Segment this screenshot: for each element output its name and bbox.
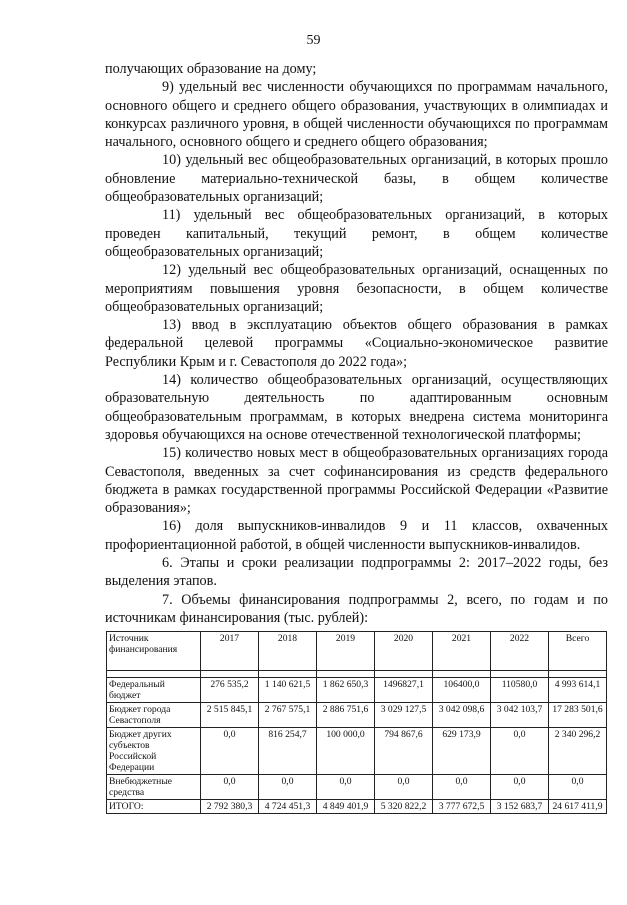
table-cell: 5 320 822,2 — [375, 800, 433, 814]
table-cell: 0,0 — [201, 728, 259, 775]
table-cell: 2 886 751,6 — [317, 703, 375, 728]
paragraph-item-10: 10) удельный вес общеобразовательных организаций, в которых прошло обновление материально-технической базы, в общем количестве общеобразовательных организаций; — [105, 152, 608, 206]
table-cell: 2 767 575,1 — [259, 703, 317, 728]
table-cell: 0,0 — [491, 728, 549, 775]
table-total-row — [107, 800, 607, 814]
column-header: Всего — [549, 632, 607, 671]
table-header-row — [107, 632, 607, 671]
table-row — [107, 775, 607, 800]
paragraph-item-14: 14) количество общеобразовательных организаций, осуществляющих образовательную деятельность по адаптированным основным общеобразовательным программам, в которых внедрена система мониторинга здоровья обучающихся на основе отечественной технологической платформы; — [105, 372, 608, 443]
table-cell: 4 993 614,1 — [549, 678, 607, 703]
table-row — [107, 703, 607, 728]
row-label: Внебюджетные средства — [107, 775, 201, 800]
document-body — [105, 60, 608, 627]
column-header: 2021 — [433, 632, 491, 671]
table-cell: 17 283 501,6 — [549, 703, 607, 728]
table-cell: 4 849 401,9 — [317, 800, 375, 814]
paragraph-item-9: 9) удельный вес численности обучающихся по программам начального, основного общего и среднего общего образования, участвующих в олимпиадах и конкурсах различного уровня, в общей численности обучающихся по программам начального, основного общего и среднего общего образования; — [105, 79, 608, 151]
table-cell: 110580,0 — [491, 678, 549, 703]
table-cell: 0,0 — [375, 775, 433, 800]
table-cell: 0,0 — [491, 775, 549, 800]
table-cell: 3 777 672,5 — [433, 800, 491, 814]
row-label: ИТОГО: — [107, 800, 201, 814]
financing-table — [106, 631, 607, 814]
paragraph-item-15: 15) количество новых мест в общеобразовательных организациях города Севастополя, введенных за счет софинансирования из средств федерального бюджета в рамках государственной программы Российской Федерации «Развитие образования»; — [105, 445, 608, 517]
table-cell: 276 535,2 — [201, 678, 259, 703]
paragraph-item-16: 16) доля выпускников-инвалидов 9 и 11 классов, охваченных профориентационной работой, в общей численности выпускников-инвалидов. — [105, 518, 608, 553]
paragraph-item-12: 12) удельный вес общеобразовательных организаций, оснащенных по мероприятиям повышения уровня безопасности, в общем количестве общеобразовательных организаций; — [105, 262, 608, 315]
table-cell: 0,0 — [201, 775, 259, 800]
column-header: 2022 — [491, 632, 549, 671]
table-cell: 3 042 098,6 — [433, 703, 491, 728]
table-cell: 2 340 296,2 — [549, 728, 607, 775]
table-cell: 1 862 650,3 — [317, 678, 375, 703]
row-label: Федеральный бюджет — [107, 678, 201, 703]
table-cell: 106400,0 — [433, 678, 491, 703]
table-cell: 816 254,7 — [259, 728, 317, 775]
table-spacer-row — [107, 671, 607, 678]
table-cell: 3 152 683,7 — [491, 800, 549, 814]
column-header: 2020 — [375, 632, 433, 671]
table-row — [107, 678, 607, 703]
table-cell: 2 792 380,3 — [201, 800, 259, 814]
table-cell: 1496827,1 — [375, 678, 433, 703]
table-cell: 1 140 621,5 — [259, 678, 317, 703]
table-cell: 100 000,0 — [317, 728, 375, 775]
table-row — [107, 728, 607, 775]
table-cell: 4 724 451,3 — [259, 800, 317, 814]
table-cell: 24 617 411,9 — [549, 800, 607, 814]
table-cell: 0,0 — [549, 775, 607, 800]
paragraph-item-11: 11) удельный вес общеобразовательных организаций, в которых проведен капитальный, текущий ремонт, в общем количестве общеобразовательных организаций; — [105, 207, 608, 260]
paragraph-section-7: 7. Объемы финансирования подпрограммы 2, всего, по годам и по источникам финансирования (тыс. рублей): — [105, 591, 608, 626]
table-cell: 629 173,9 — [433, 728, 491, 775]
page-number: 59 — [306, 33, 321, 48]
table-cell: 0,0 — [317, 775, 375, 800]
column-header: 2019 — [317, 632, 375, 671]
row-label: Бюджет города Севастополя — [107, 703, 201, 728]
table-cell: 2 515 845,1 — [201, 703, 259, 728]
column-header: Источник финансирования — [107, 632, 201, 671]
paragraph-section-6: 6. Этапы и сроки реализации подпрограммы 2: 2017–2022 годы, без выделения этапов. — [105, 555, 608, 590]
table-cell: 3 029 127,5 — [375, 703, 433, 728]
paragraph-continuation: получающих образование на дому; — [105, 61, 317, 77]
column-header: 2017 — [201, 632, 259, 671]
column-header: 2018 — [259, 632, 317, 671]
table-cell: 794 867,6 — [375, 728, 433, 775]
table-cell: 0,0 — [433, 775, 491, 800]
table-cell: 0,0 — [259, 775, 317, 800]
paragraph-item-13: 13) ввод в эксплуатацию объектов общего образования в рамках федеральной целевой программы «Социально-экономическое развитие Республики Крым и г. Севастополя до 2022 года»; — [105, 317, 608, 370]
row-label: Бюджет других субъектов Российской Федерации — [107, 728, 201, 775]
table-cell: 3 042 103,7 — [491, 703, 549, 728]
